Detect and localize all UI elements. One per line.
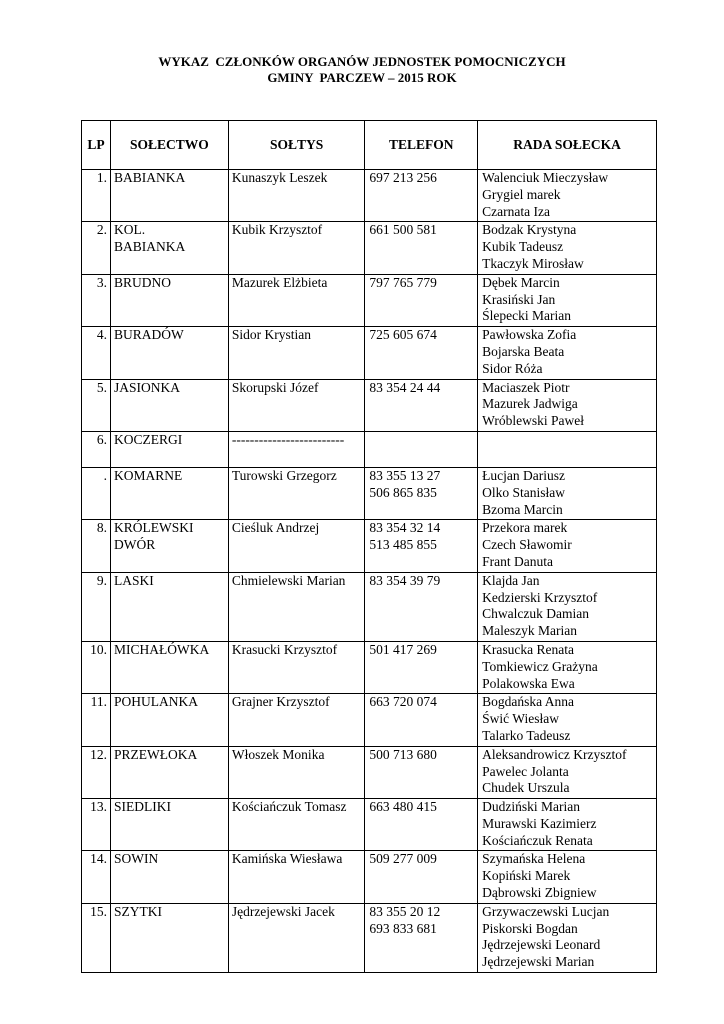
- solectwo-line: BABIANKA: [113, 170, 186, 185]
- cell-rada-solecka: [478, 572, 657, 641]
- rada-member: Talarko Tadeusz: [482, 727, 571, 743]
- table-row: [82, 799, 657, 851]
- solectwo-line: DWÓR: [113, 537, 156, 553]
- rada-member: Bodzak Krystyna: [482, 222, 577, 238]
- cell-soltys: Krasucki Krzysztof: [228, 641, 365, 693]
- cell-rada-solecka: [478, 851, 657, 903]
- cell-telefon: [365, 641, 478, 693]
- cell-lp: 3.: [82, 274, 111, 326]
- cell-soltys: Kunaszyk Leszek: [228, 170, 365, 222]
- cell-telefon: [365, 431, 478, 467]
- rada-member: Maciaszek Piotr: [482, 379, 570, 395]
- table-row: [82, 851, 657, 903]
- table-row: [82, 467, 657, 519]
- telefon-line: 661 500 581: [369, 222, 437, 238]
- cell-telefon: [365, 467, 478, 519]
- header-soltys: SOŁTYS: [228, 121, 365, 170]
- solectwo-line: SOWIN: [113, 851, 159, 867]
- solectwo-line: SZYTKI: [113, 903, 162, 919]
- cell-telefon: [365, 799, 478, 851]
- table-row: [82, 431, 657, 467]
- cell-rada-solecka: [478, 694, 657, 746]
- solectwo-line: KOMARNE: [113, 467, 183, 483]
- cell-rada-solecka: [478, 903, 657, 972]
- rada-member: Czarnata Iza: [482, 203, 550, 219]
- cell-soltys: Mazurek Elżbieta: [228, 274, 365, 326]
- cell-lp: 15.: [82, 903, 111, 972]
- rada-member: Kopiński Marek: [482, 868, 571, 884]
- telefon-line: 83 355 20 12: [369, 903, 441, 919]
- cell-solectwo: [110, 431, 228, 467]
- cell-telefon: [365, 851, 478, 903]
- rada-member: Grzywaczewski Lucjan: [482, 903, 610, 919]
- cell-telefon: [365, 170, 478, 222]
- cell-solectwo: [110, 327, 228, 379]
- cell-solectwo: [110, 379, 228, 431]
- cell-telefon: [365, 274, 478, 326]
- cell-soltys: Jędrzejewski Jacek: [228, 903, 365, 972]
- document-title: [0, 54, 724, 86]
- cell-rada-solecka: [478, 746, 657, 798]
- rada-member: Dębek Marcin: [482, 274, 560, 290]
- rada-member: Pawelec Jolanta: [482, 763, 569, 779]
- rada-member: Kedzierski Krzysztof: [482, 589, 598, 605]
- table-row: [82, 641, 657, 693]
- cell-rada-solecka: [478, 467, 657, 519]
- telefon-line: 83 354 39 79: [369, 572, 441, 588]
- rada-member: Sidor Róża: [482, 360, 543, 376]
- solectwo-line: BABIANKA: [113, 239, 186, 255]
- cell-rada-solecka: [478, 222, 657, 274]
- telefon-line: 693 833 681: [369, 920, 437, 936]
- cell-soltys: Kubik Krzysztof: [228, 222, 365, 274]
- cell-soltys: Sidor Krystian: [228, 327, 365, 379]
- rada-member: Łucjan Dariusz: [482, 467, 565, 483]
- rada-member: Świć Wiesław: [482, 711, 559, 727]
- cell-solectwo: [110, 851, 228, 903]
- header-solectwo: SOŁECTWO: [110, 121, 228, 170]
- cell-solectwo: [110, 520, 228, 572]
- cell-rada-solecka: [478, 520, 657, 572]
- solectwo-line: MICHAŁÓWKA: [113, 641, 210, 657]
- telefon-line: 663 480 415: [369, 799, 437, 815]
- table-row: [82, 327, 657, 379]
- rada-member: Ślepecki Marian: [482, 308, 572, 324]
- cell-telefon: [365, 520, 478, 572]
- header-rada: RADA SOŁECKA: [478, 121, 657, 170]
- rada-member: Krasucka Renata: [482, 641, 574, 657]
- cell-soltys: Cieśluk Andrzej: [228, 520, 365, 572]
- rada-member: Tkaczyk Mirosław: [482, 255, 584, 271]
- table-row: [82, 222, 657, 274]
- rada-member: Olko Stanisław: [482, 484, 566, 500]
- table-row: [82, 170, 657, 222]
- cell-solectwo: [110, 274, 228, 326]
- rada-member: Bojarska Beata: [482, 343, 565, 359]
- rada-member: Pawłowska Zofia: [482, 327, 577, 343]
- table-row: [82, 379, 657, 431]
- cell-rada-solecka: [478, 170, 657, 222]
- telefon-line: 83 354 24 44: [369, 379, 441, 395]
- header-lp: LP: [82, 121, 111, 170]
- solectwo-line: POHULANKA: [113, 694, 198, 710]
- cell-soltys: Grajner Krzysztof: [228, 694, 365, 746]
- rada-member: Kubik Tadeusz: [482, 239, 564, 255]
- cell-telefon: [365, 379, 478, 431]
- cell-solectwo: [110, 572, 228, 641]
- cell-soltys: Chmielewski Marian: [228, 572, 365, 641]
- telefon-line: 663 720 074: [369, 694, 437, 710]
- rada-member: Kościańczuk Renata: [482, 832, 593, 848]
- cell-soltys: Kościańczuk Tomasz: [228, 799, 365, 851]
- cell-telefon: [365, 694, 478, 746]
- rada-member: Polakowska Ewa: [482, 675, 575, 691]
- rada-member: Klajda Jan: [482, 572, 540, 588]
- title-line-2: GMINY PARCZEW – 2015 ROK: [267, 70, 457, 85]
- title-line-1: WYKAZ CZŁONKÓW ORGANÓW JEDNOSTEK POMOCNICZYCH: [158, 54, 566, 69]
- rada-member: Bzoma Marcin: [482, 501, 563, 517]
- cell-lp: 13.: [82, 799, 111, 851]
- cell-lp: 2.: [82, 222, 111, 274]
- cell-telefon: [365, 903, 478, 972]
- telefon-line: 697 213 256: [369, 170, 437, 185]
- solectwo-line: BURADÓW: [113, 327, 184, 343]
- rada-member: Dudziński Marian: [482, 799, 581, 815]
- telefon-line: 501 417 269: [369, 641, 437, 657]
- cell-telefon: [365, 746, 478, 798]
- rada-member: Szymańska Helena: [482, 851, 586, 867]
- table-row: [82, 903, 657, 972]
- cell-lp: 4.: [82, 327, 111, 379]
- rada-member: Tomkiewicz Grażyna: [482, 658, 598, 674]
- cell-lp: 5.: [82, 379, 111, 431]
- rada-member: Grygiel marek: [482, 186, 561, 202]
- table-row: [82, 572, 657, 641]
- solectwo-line: LASKI: [113, 572, 154, 588]
- solectwo-line: BRUDNO: [113, 274, 171, 290]
- rada-member: Chwalczuk Damian: [482, 606, 589, 622]
- cell-rada-solecka: [478, 641, 657, 693]
- rada-member: Przekora marek: [482, 520, 568, 536]
- rada-member: Piskorski Bogdan: [482, 920, 578, 936]
- solectwo-line: KRÓLEWSKI: [113, 520, 194, 536]
- rada-member: Czech Sławomir: [482, 537, 572, 553]
- cell-rada-solecka: [478, 327, 657, 379]
- rada-member: Murawski Kazimierz: [482, 815, 597, 831]
- telefon-line: 513 485 855: [369, 537, 437, 553]
- telefon-line: 83 354 32 14: [369, 520, 441, 536]
- cell-lp: 1.: [82, 170, 111, 222]
- rada-member: Walenciuk Mieczysław: [482, 170, 609, 185]
- table-row: [82, 694, 657, 746]
- solectwo-line: SIEDLIKI: [113, 799, 171, 815]
- cell-telefon: [365, 572, 478, 641]
- rada-member: Bogdańska Anna: [482, 694, 575, 710]
- cell-telefon: [365, 327, 478, 379]
- solectwo-line: KOL.: [113, 222, 146, 238]
- telefon-line: 83 355 13 27: [369, 467, 441, 483]
- rada-member: Krasiński Jan: [482, 291, 556, 307]
- rada-member: Wróblewski Paweł: [482, 413, 584, 429]
- cell-rada-solecka: [478, 274, 657, 326]
- rada-member: Dąbrowski Zbigniew: [482, 885, 597, 901]
- rada-member: Jędrzejewski Leonard: [482, 937, 601, 953]
- cell-solectwo: [110, 903, 228, 972]
- cell-lp: 14.: [82, 851, 111, 903]
- cell-lp: 11.: [82, 694, 111, 746]
- cell-solectwo: [110, 467, 228, 519]
- rada-member: Jędrzejewski Marian: [482, 954, 595, 970]
- cell-soltys: Włoszek Monika: [228, 746, 365, 798]
- cell-rada-solecka: [478, 379, 657, 431]
- table-body: [82, 170, 657, 973]
- solectwo-line: KOCZERGI: [113, 431, 183, 447]
- cell-soltys: Turowski Grzegorz: [228, 467, 365, 519]
- rada-member: Aleksandrowicz Krzysztof: [482, 746, 627, 762]
- telefon-line: 725 605 674: [369, 327, 437, 343]
- cell-solectwo: [110, 222, 228, 274]
- cell-lp: 12.: [82, 746, 111, 798]
- telefon-line: 797 765 779: [369, 274, 437, 290]
- solectwo-line: PRZEWŁOKA: [113, 746, 198, 762]
- cell-solectwo: [110, 746, 228, 798]
- cell-telefon: [365, 222, 478, 274]
- cell-solectwo: [110, 641, 228, 693]
- table-row: [82, 520, 657, 572]
- table-header-row: [82, 121, 657, 170]
- header-telefon: TELEFON: [365, 121, 478, 170]
- cell-lp: 6.: [82, 431, 111, 467]
- cell-lp: 8.: [82, 520, 111, 572]
- cell-rada-solecka: [478, 431, 657, 467]
- cell-rada-solecka: [478, 799, 657, 851]
- rada-member: Frant Danuta: [482, 553, 554, 569]
- telefon-line: 509 277 009: [369, 851, 437, 867]
- members-table: [81, 120, 657, 973]
- rada-member: Maleszyk Marian: [482, 623, 577, 639]
- rada-member: Chudek Urszula: [482, 780, 570, 796]
- cell-solectwo: [110, 799, 228, 851]
- table-row: [82, 274, 657, 326]
- telefon-line: 500 713 680: [369, 746, 437, 762]
- telefon-line: 506 865 835: [369, 484, 437, 500]
- rada-member: Mazurek Jadwiga: [482, 396, 578, 412]
- solectwo-line: JASIONKA: [113, 379, 180, 395]
- cell-soltys: -------------------------: [228, 431, 365, 467]
- cell-soltys: Kamińska Wiesława: [228, 851, 365, 903]
- cell-lp: 10.: [82, 641, 111, 693]
- cell-soltys: Skorupski Józef: [228, 379, 365, 431]
- cell-solectwo: [110, 694, 228, 746]
- cell-solectwo: [110, 170, 228, 222]
- cell-lp: .: [82, 467, 111, 519]
- cell-lp: 9.: [82, 572, 111, 641]
- table-row: [82, 746, 657, 798]
